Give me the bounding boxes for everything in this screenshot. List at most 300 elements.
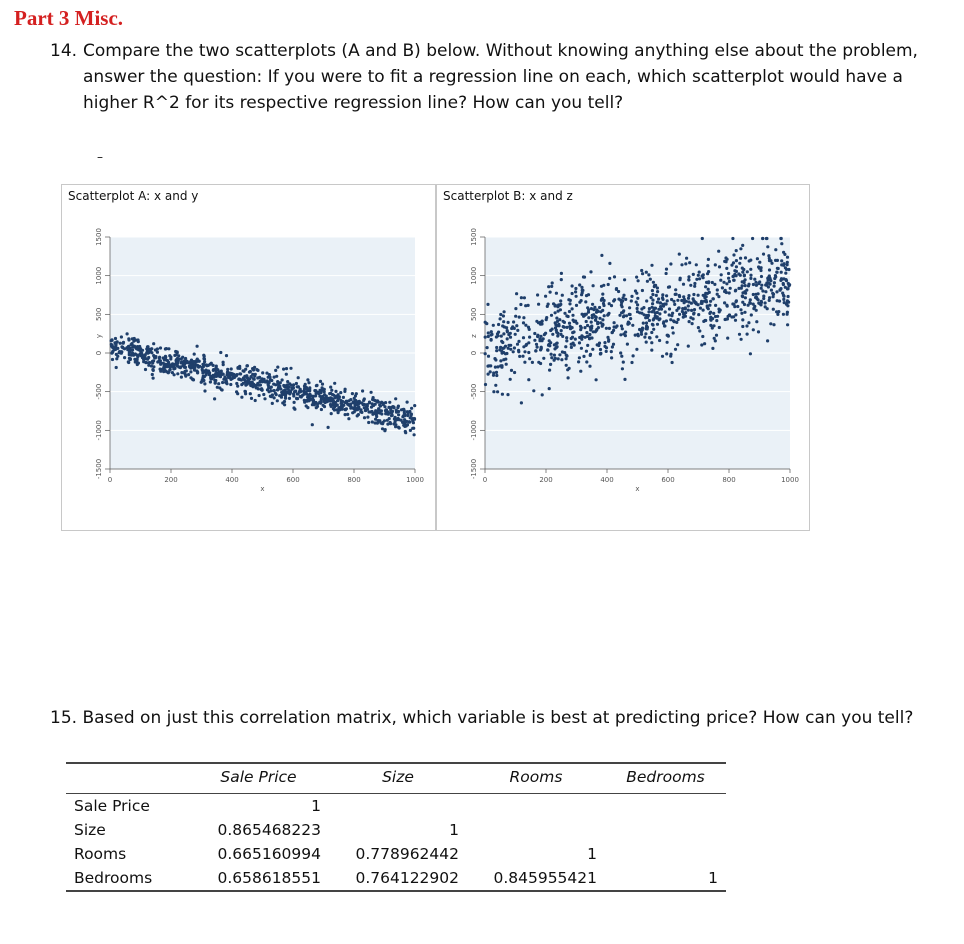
scatter-point <box>507 321 510 324</box>
scatter-point <box>767 254 770 257</box>
scatter-point <box>566 326 569 329</box>
scatter-point <box>682 295 685 298</box>
scatter-point <box>621 299 624 302</box>
scatter-point <box>665 294 668 297</box>
scatter-point <box>549 329 552 332</box>
scatter-point <box>666 341 669 344</box>
scatterplot-b <box>436 184 810 531</box>
scatter-point <box>568 325 571 328</box>
scatter-point <box>565 339 568 342</box>
scatter-point <box>787 295 790 298</box>
scatter-point <box>635 348 638 351</box>
scatter-point <box>372 396 375 399</box>
scatter-point <box>195 359 198 362</box>
scatter-point <box>736 305 739 308</box>
scatter-point <box>584 300 587 303</box>
scatter-point <box>782 295 785 298</box>
scatter-point <box>773 285 776 288</box>
scatter-point <box>666 299 669 302</box>
scatter-point <box>523 296 526 299</box>
scatter-point <box>769 283 772 286</box>
scatter-point <box>309 394 312 397</box>
scatter-point <box>746 270 749 273</box>
scatter-point <box>388 417 391 420</box>
scatter-point <box>687 297 690 300</box>
y-tick-label: 1500 <box>470 228 478 246</box>
scatter-point <box>226 368 229 371</box>
x-axis-title: x <box>635 485 640 493</box>
scatter-point <box>486 346 489 349</box>
scatterplot-a-canvas <box>62 185 435 530</box>
scatter-point <box>156 360 159 363</box>
scatter-point <box>692 312 695 315</box>
scatter-point <box>620 304 623 307</box>
scatter-point <box>705 299 708 302</box>
scatter-point <box>401 421 404 424</box>
scatter-point <box>193 369 196 372</box>
scatter-point <box>531 361 534 364</box>
scatter-point <box>665 268 668 271</box>
scatter-point <box>406 401 409 404</box>
scatter-point <box>598 306 601 309</box>
question-15-number: 15. <box>50 708 78 728</box>
row-label: Size <box>74 821 106 839</box>
scatter-point <box>260 387 263 390</box>
scatter-point <box>394 397 397 400</box>
scatter-point <box>235 374 238 377</box>
scatter-point <box>329 386 332 389</box>
scatter-point <box>641 327 644 330</box>
scatter-point <box>784 272 787 275</box>
scatter-point <box>585 320 588 323</box>
scatter-point <box>591 316 594 319</box>
scatter-point <box>550 285 553 288</box>
scatter-point <box>764 290 767 293</box>
scatter-point <box>239 378 242 381</box>
scatter-point <box>501 324 504 327</box>
scatter-point <box>492 371 495 374</box>
scatter-point <box>652 328 655 331</box>
scatter-point <box>689 284 692 287</box>
scatter-point <box>645 271 648 274</box>
scatter-point <box>645 341 648 344</box>
scatter-point <box>368 401 371 404</box>
scatter-point <box>500 335 503 338</box>
scatter-point <box>563 321 566 324</box>
scatter-point <box>384 428 387 431</box>
scatter-point <box>749 274 752 277</box>
scatter-point <box>354 407 357 410</box>
scatter-point <box>747 304 750 307</box>
scatter-point <box>367 421 370 424</box>
scatter-point <box>515 324 518 327</box>
scatter-point <box>774 275 777 278</box>
scatter-point <box>656 301 659 304</box>
scatter-point <box>276 380 279 383</box>
scatter-point <box>587 308 590 311</box>
scatter-point <box>535 320 538 323</box>
scatter-point <box>285 367 288 370</box>
y-tick-label: 1000 <box>95 266 103 285</box>
scatter-point <box>565 357 568 360</box>
scatter-point <box>543 333 546 336</box>
scatter-point <box>251 373 254 376</box>
x-tick-label: 1000 <box>781 476 799 484</box>
scatter-point <box>527 351 530 354</box>
scatter-point <box>768 268 771 271</box>
scatter-point <box>146 352 149 355</box>
scatter-point <box>299 395 302 398</box>
scatter-point <box>636 303 639 306</box>
scatter-point <box>560 272 563 275</box>
scatter-point <box>561 294 564 297</box>
scatter-point <box>657 297 660 300</box>
scatter-point <box>144 368 147 371</box>
scatter-point <box>661 293 664 296</box>
scatter-point <box>692 317 695 320</box>
scatter-point <box>568 302 571 305</box>
scatter-point <box>487 335 490 338</box>
scatter-point <box>353 397 356 400</box>
scatter-point <box>676 299 679 302</box>
scatter-point <box>380 401 383 404</box>
scatter-point <box>669 353 672 356</box>
scatter-point <box>620 311 623 314</box>
scatter-point <box>599 352 602 355</box>
scatter-point <box>548 369 551 372</box>
scatter-point <box>293 408 296 411</box>
scatter-point <box>192 378 195 381</box>
scatter-point <box>209 363 212 366</box>
stray-dash: – <box>97 150 103 164</box>
scatter-point <box>712 297 715 300</box>
y-tick-label: -1500 <box>470 458 478 480</box>
scatter-point <box>651 302 654 305</box>
scatter-point <box>558 318 561 321</box>
scatter-point <box>144 361 147 364</box>
scatter-point <box>502 320 505 323</box>
scatter-point <box>675 321 678 324</box>
scatter-point <box>735 299 738 302</box>
y-tick-label: -1000 <box>470 420 478 441</box>
scatter-point <box>716 288 719 291</box>
x-tick-label: 400 <box>225 476 239 484</box>
scatter-point <box>551 281 554 284</box>
scatter-point <box>590 321 593 324</box>
scatter-point <box>504 352 507 355</box>
y-tick-label: 0 <box>470 350 478 356</box>
scatter-point <box>619 333 622 336</box>
scatter-point <box>394 423 397 426</box>
scatter-point <box>550 353 553 356</box>
scatter-point <box>561 350 564 353</box>
scatter-point <box>371 420 374 423</box>
scatter-point <box>285 373 288 376</box>
scatter-point <box>651 289 654 292</box>
scatter-point <box>409 429 412 432</box>
scatter-point <box>612 343 615 346</box>
scatter-point <box>574 290 577 293</box>
scatter-point <box>205 373 208 376</box>
scatter-point <box>782 251 785 254</box>
scatter-point <box>649 278 652 281</box>
scatter-point <box>209 380 212 383</box>
scatter-point <box>766 339 769 342</box>
scatter-point <box>347 417 350 420</box>
scatter-point <box>268 373 271 376</box>
y-tick-label: 500 <box>470 307 478 322</box>
scatter-point <box>180 376 183 379</box>
scatter-point <box>747 284 750 287</box>
scatter-point <box>568 322 571 325</box>
scatter-point <box>581 313 584 316</box>
scatter-point <box>264 380 267 383</box>
scatter-point <box>753 278 756 281</box>
scatter-point <box>718 326 721 329</box>
scatter-point <box>669 262 672 265</box>
scatter-point <box>622 315 625 318</box>
scatter-point <box>522 316 525 319</box>
scatter-point <box>284 392 287 395</box>
scatter-point <box>570 337 573 340</box>
scatter-point <box>244 390 247 393</box>
scatter-point <box>268 386 271 389</box>
scatter-point <box>230 367 233 370</box>
scatter-point <box>741 325 744 328</box>
scatter-point <box>540 339 543 342</box>
scatter-point <box>574 287 577 290</box>
scatter-point <box>494 358 497 361</box>
scatter-point <box>621 367 624 370</box>
scatter-point <box>636 310 639 313</box>
scatter-point <box>568 310 571 313</box>
scatter-point <box>733 279 736 282</box>
scatter-point <box>564 345 567 348</box>
scatter-point <box>248 371 251 374</box>
scatter-point <box>556 345 559 348</box>
scatter-point <box>579 370 582 373</box>
scatter-point <box>181 356 184 359</box>
scatter-point <box>496 390 499 393</box>
scatter-point <box>591 348 594 351</box>
scatter-point <box>525 343 528 346</box>
scatter-point <box>115 357 118 360</box>
scatter-point <box>682 283 685 286</box>
scatter-point <box>671 361 674 364</box>
scatter-point <box>589 354 592 357</box>
scatter-point <box>312 401 315 404</box>
scatter-point <box>752 328 755 331</box>
scatter-point <box>189 376 192 379</box>
scatter-point <box>284 397 287 400</box>
scatter-point <box>591 303 594 306</box>
scatter-point <box>553 359 556 362</box>
scatter-point <box>786 323 789 326</box>
scatter-point <box>127 338 130 341</box>
scatter-point <box>495 349 498 352</box>
table-cell <box>329 794 467 819</box>
scatter-point <box>115 353 118 356</box>
scatter-point <box>141 349 144 352</box>
scatterplot-a <box>61 184 436 531</box>
scatter-point <box>685 257 688 260</box>
scatter-point <box>758 261 761 264</box>
scatter-point <box>580 347 583 350</box>
scatter-point <box>697 294 700 297</box>
scatter-point <box>777 310 780 313</box>
scatter-point <box>653 307 656 310</box>
scatter-point <box>647 273 650 276</box>
scatter-point <box>761 237 764 240</box>
scatter-point <box>623 278 626 281</box>
scatter-point <box>632 354 635 357</box>
scatter-point <box>122 341 125 344</box>
scatter-point <box>762 253 765 256</box>
scatter-point <box>672 331 675 334</box>
scatter-point <box>288 397 291 400</box>
scatter-point <box>646 327 649 330</box>
scatter-point <box>226 371 229 374</box>
scatter-point <box>626 343 629 346</box>
scatter-point <box>506 393 509 396</box>
scatter-point <box>700 300 703 303</box>
scatter-point <box>635 301 638 304</box>
scatter-point <box>296 385 299 388</box>
y-tick-label: -1500 <box>95 458 103 480</box>
scatter-point <box>652 281 655 284</box>
scatter-point <box>636 307 639 310</box>
scatter-point <box>205 371 208 374</box>
scatter-point <box>287 389 290 392</box>
scatter-point <box>733 269 736 272</box>
header-rooms: Rooms <box>509 768 563 786</box>
scatter-point <box>678 313 681 316</box>
scatter-point <box>242 370 245 373</box>
scatter-point <box>693 285 696 288</box>
scatter-point <box>703 294 706 297</box>
scatter-point <box>506 329 509 332</box>
scatter-point <box>706 272 709 275</box>
scatter-point <box>250 397 253 400</box>
scatter-point <box>697 274 700 277</box>
y-tick-label: 1500 <box>95 228 103 246</box>
scatter-point <box>787 284 790 287</box>
x-tick-label: 200 <box>539 476 553 484</box>
scatter-point <box>730 264 733 267</box>
scatter-point <box>613 275 616 278</box>
scatter-point <box>270 379 273 382</box>
scatter-point <box>487 331 490 334</box>
scatter-point <box>687 309 690 312</box>
x-tick-label: 800 <box>722 476 736 484</box>
scatter-point <box>648 307 651 310</box>
scatter-point <box>769 279 772 282</box>
scatter-point <box>757 330 760 333</box>
scatter-point <box>677 318 680 321</box>
scatter-point <box>648 319 651 322</box>
scatter-point <box>513 346 516 349</box>
scatter-point <box>163 369 166 372</box>
scatter-point <box>749 352 752 355</box>
scatter-point <box>555 317 558 320</box>
scatter-point <box>225 380 228 383</box>
scatter-point <box>735 274 738 277</box>
scatter-point <box>641 289 644 292</box>
scatter-point <box>602 284 605 287</box>
scatter-point <box>116 340 119 343</box>
scatter-point <box>715 334 718 337</box>
scatter-point <box>258 394 261 397</box>
scatter-point <box>580 338 583 341</box>
scatter-point <box>642 306 645 309</box>
scatter-point <box>641 272 644 275</box>
scatter-point <box>743 274 746 277</box>
scatter-point <box>715 319 718 322</box>
scatter-point <box>554 321 557 324</box>
scatter-point <box>349 398 352 401</box>
scatter-point <box>661 296 664 299</box>
scatter-point <box>786 304 789 307</box>
scatter-point <box>654 314 657 317</box>
scatter-point <box>494 384 497 387</box>
scatter-point <box>723 260 726 263</box>
scatter-point <box>578 301 581 304</box>
scatter-point <box>268 381 271 384</box>
scatter-point <box>786 256 789 259</box>
scatter-point <box>321 397 324 400</box>
scatter-point <box>273 389 276 392</box>
scatter-point <box>196 371 199 374</box>
scatter-point <box>247 380 250 383</box>
table-cell: 1 <box>708 869 718 887</box>
scatter-point <box>760 287 763 290</box>
scatter-point <box>560 329 563 332</box>
scatter-point <box>693 282 696 285</box>
y-axis-title: z <box>470 334 478 338</box>
scatter-point <box>666 334 669 337</box>
scatter-point <box>164 347 167 350</box>
scatter-point <box>297 376 300 379</box>
scatter-point <box>770 289 773 292</box>
scatter-point <box>528 357 531 360</box>
scatter-point <box>776 313 779 316</box>
scatter-point <box>522 336 525 339</box>
scatter-point <box>784 278 787 281</box>
scatter-point <box>156 351 159 354</box>
table-cell <box>605 794 726 819</box>
scatter-point <box>276 399 279 402</box>
scatter-point <box>642 322 645 325</box>
scatter-point <box>346 413 349 416</box>
scatter-point <box>521 355 524 358</box>
scatter-point <box>613 321 616 324</box>
scatter-point <box>332 407 335 410</box>
scatter-point <box>219 351 222 354</box>
scatter-point <box>640 312 643 315</box>
scatter-point <box>599 310 602 313</box>
scatter-point <box>152 342 155 345</box>
scatter-point <box>240 396 243 399</box>
scatter-point <box>619 351 622 354</box>
scatter-point <box>162 362 165 365</box>
scatter-point <box>608 327 611 330</box>
scatter-point <box>487 355 490 358</box>
scatter-point <box>563 312 566 315</box>
scatter-point <box>712 312 715 315</box>
scatter-point <box>665 352 668 355</box>
table-cell: 0.865468223 <box>217 821 321 839</box>
scatter-point <box>258 376 261 379</box>
